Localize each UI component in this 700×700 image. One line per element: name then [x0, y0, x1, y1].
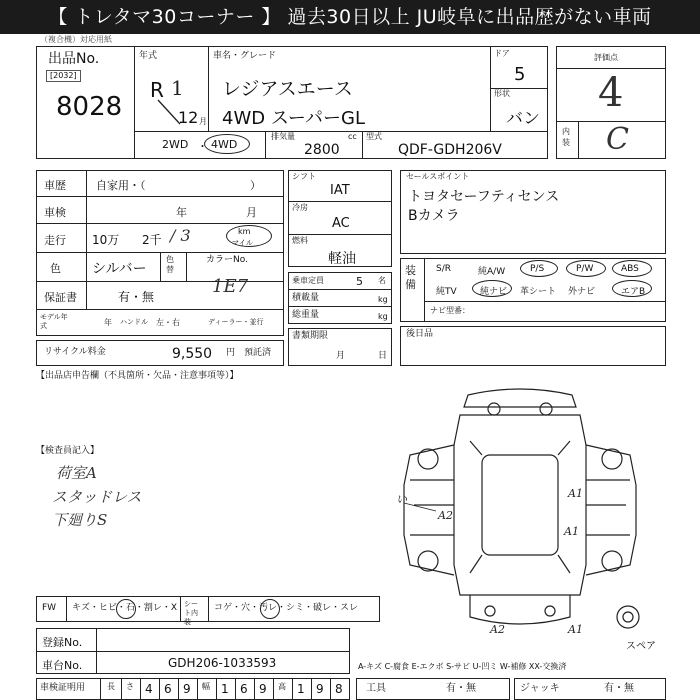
model-year-year: 年 [104, 318, 112, 327]
certificate-cell-divider [121, 678, 122, 700]
shape-value: バン [506, 109, 540, 129]
equip-ps: P/S [530, 264, 545, 274]
left-side-lines [410, 480, 454, 535]
mark-left-note: い [396, 493, 407, 506]
equip-sr: S/R [436, 264, 451, 274]
inspector-note-1: 荷室A [56, 464, 97, 482]
aircon-value: AC [332, 216, 350, 231]
model-year-handle: ハンドル [120, 318, 148, 326]
displacement-label: 排気量 [271, 132, 295, 141]
sales-point-line1: トヨタセーフティセンス [408, 189, 560, 205]
left-front-wheel [418, 449, 438, 469]
certificate-digit: 9 [316, 682, 324, 696]
recycle-note: 預託済 [244, 348, 272, 358]
lot-code: [2032] [46, 70, 81, 82]
rear-light-left [485, 606, 495, 616]
mark-left-a2: A2 [438, 509, 453, 522]
interior-value: C [606, 122, 629, 157]
model-label: 型式 [366, 132, 382, 141]
equip-navi: 純ナビ [480, 287, 508, 297]
shaken-year: 年 [176, 206, 187, 219]
car-diagram [390, 385, 690, 645]
equipment-label: 装備 [405, 264, 416, 291]
recycle-value: 9,550 [172, 346, 213, 362]
nensiki-month-unit: 月 [199, 117, 207, 126]
mark-right-a1-top: A1 [568, 487, 583, 500]
certificate-digit: 高 [278, 682, 286, 691]
nensiki-year: 1 [171, 76, 184, 100]
fuel-value: 軽油 [328, 251, 356, 267]
warranty-value: 有・無 [118, 290, 155, 304]
car-name: レジアスエース [222, 78, 353, 100]
interior-label: 内装 [562, 127, 570, 147]
certificate-cell-divider [292, 678, 293, 700]
recycle-label: リサイクル料金 [44, 347, 106, 357]
front-wheel-left-top [488, 403, 500, 415]
drive-sep: ・ [197, 140, 208, 153]
displacement-value: 2800 [304, 142, 340, 158]
weight-label: 総重量 [292, 310, 320, 320]
model-year-dealer: ディーラー・並行 [208, 318, 264, 326]
certificate-label: 車検証明用 [40, 683, 86, 693]
certificate-digit: 9 [183, 682, 191, 696]
nensiki-month: 12 [178, 108, 199, 127]
color-label: 色 [50, 262, 61, 275]
certificate-digit: 長 [107, 682, 115, 691]
sales-point-line2: Bカメラ [408, 208, 460, 224]
weight-unit: kg [378, 312, 388, 321]
tools-label: 工具 [366, 683, 386, 694]
subnote: （複合機）対応用紙 [40, 35, 112, 44]
model-year-label: モデル年式 [40, 313, 68, 330]
mark-left-leader [404, 503, 436, 511]
right-front-wheel [602, 449, 622, 469]
declaration-label: 【出品店申告欄（不具箇所・欠品・注意事項等）】 [36, 371, 239, 381]
warranty-label: 保証書 [44, 291, 77, 304]
certificate-cell-divider [140, 678, 141, 700]
aircon-label: 冷房 [292, 203, 308, 212]
inspector-label: 【検査員記入】 [36, 446, 100, 456]
certificate-cell-divider [254, 678, 255, 700]
car-label: 車名・グレード [213, 51, 277, 61]
mileage-unit-km: km [238, 227, 251, 236]
certificate-digit: 6 [164, 682, 172, 696]
docs-deadline-day: 日 [378, 351, 388, 361]
certificate-digit: 幅 [202, 682, 210, 691]
right-rear-wheel [602, 551, 622, 571]
roof-outline [482, 455, 558, 555]
load-label: 積載量 [292, 293, 320, 303]
nensiki-era: R [150, 78, 164, 102]
certificate-digit: 8 [335, 682, 343, 696]
spare-tire [617, 606, 639, 628]
sales-point-label: セールスポイント [406, 172, 470, 181]
certificate-cell-divider [311, 678, 312, 700]
spare-label: スペア [626, 641, 656, 652]
shaken-month: 月 [246, 206, 257, 219]
load-unit: kg [378, 295, 388, 304]
certificate-cell-divider [330, 678, 331, 700]
lot-number: 8028 [56, 92, 123, 122]
door-label: ドア [494, 49, 510, 58]
shape-label: 形状 [494, 89, 510, 98]
equip-alloy: 純A/W [478, 267, 506, 277]
certificate-cell-divider [273, 678, 274, 700]
mileage-man: 10万 [92, 233, 120, 247]
certificate-digit: 1 [221, 682, 229, 696]
inspector-note-3: 下廻りS [52, 511, 108, 529]
certificate-digit: 9 [259, 682, 267, 696]
recycle-unit: 円 [226, 348, 236, 358]
car-grade: 4WD スーパーGL [222, 108, 366, 129]
seat-items: コゲ・穴・汚レ・シミ・破レ・スレ [214, 603, 359, 613]
color-value: シルバー [92, 261, 147, 277]
drive-opt2: 4WD [211, 138, 238, 151]
chassis-label: 車台No. [42, 659, 83, 672]
fw-label: FW [42, 603, 57, 613]
color-code: 1E7 [212, 276, 249, 297]
chassis-value: GDH206-1033593 [168, 656, 277, 670]
docs-deadline-month: 月 [336, 351, 346, 361]
color-change-label: 色替 [166, 255, 174, 274]
right-side-panel [586, 445, 636, 575]
history-close: ） [250, 179, 261, 192]
certificate-cell-divider [178, 678, 179, 700]
model-value: QDF-GDH206V [398, 142, 502, 158]
banner-title: 【 トレタマ30コーナー 】 過去30日以上 JU岐阜に出品歴がない車両 [0, 0, 700, 34]
later-docs-block [400, 326, 666, 366]
equip-tv: 純TV [436, 287, 457, 297]
shift-label: シフト [292, 172, 316, 181]
mark-rear-a2: A2 [490, 623, 505, 636]
model-year-lr: 左・右 [156, 318, 180, 327]
equip-ext-navi: 外ナビ [568, 287, 596, 297]
registration-label: 登録No. [42, 636, 83, 649]
color-code-label: カラーNo. [206, 255, 248, 265]
legend: A-キズ C-腐食 E-エクボ S-サビ U-凹ミ W-補修 XX-交換済 [358, 662, 567, 671]
certificate-cell-divider [235, 678, 236, 700]
equip-pw: P/W [576, 264, 594, 274]
equip-abs: ABS [621, 264, 639, 274]
capacity-value: 5 [356, 275, 363, 288]
score-label: 評価点 [594, 53, 618, 62]
shift-value: IAT [330, 183, 350, 198]
certificate-cell-divider [197, 678, 198, 700]
mileage-sen: 2千 [142, 233, 162, 247]
certificate-digit: 1 [297, 682, 305, 696]
certificate-digit: 4 [145, 682, 153, 696]
nensiki-label: 年式 [139, 51, 158, 61]
score-value: 4 [598, 70, 624, 116]
fuel-label: 燃料 [292, 236, 308, 245]
docs-deadline-label: 書類期限 [292, 331, 329, 341]
certificate-cell-divider [216, 678, 217, 700]
rear-light-right [545, 606, 555, 616]
front-bumper-shape [464, 389, 576, 407]
later-docs-label: 後日品 [406, 329, 434, 339]
mileage-unit-mile: マイル [232, 239, 253, 247]
lot-label: 出品No. [48, 51, 100, 67]
right-side-lines [586, 480, 630, 535]
seat-selected-circle [260, 599, 280, 619]
certificate-digit: さ [126, 682, 134, 691]
shaken-label: 車検 [44, 206, 66, 219]
navi-model-label: ナビ型番： [430, 306, 470, 315]
fw-items: キズ・ヒビ・石・割レ・X [72, 603, 177, 613]
door-value: 5 [514, 64, 526, 85]
displacement-unit: cc [348, 132, 357, 141]
left-rear-wheel [418, 551, 438, 571]
jack-label: ジャッキ [520, 683, 560, 694]
equip-airbag: エアB [621, 287, 646, 297]
capacity-label: 乗車定員 [292, 276, 324, 285]
mark-right-a1-bottom: A1 [564, 525, 579, 538]
capacity-unit: 名 [378, 276, 386, 285]
mark-rear-a1: A1 [568, 623, 583, 636]
fw-selected-circle [116, 599, 136, 619]
tools-value: 有・無 [446, 683, 476, 694]
drive-opt1: 2WD [162, 138, 189, 151]
mileage-hand: / 3 [170, 226, 191, 245]
history-value: 自家用・（ [96, 179, 146, 192]
equip-leather: 革シート [520, 287, 557, 297]
front-wheel-right-top [540, 403, 552, 415]
history-label: 車歴 [44, 179, 66, 192]
certificate-digit: 6 [240, 682, 248, 696]
inspector-note-2: スタッドレス [52, 488, 142, 506]
certificate-cell-divider [159, 678, 160, 700]
jack-value: 有・無 [604, 683, 634, 694]
seat-label: シート内装 [184, 600, 198, 626]
mileage-label: 走行 [44, 234, 66, 247]
